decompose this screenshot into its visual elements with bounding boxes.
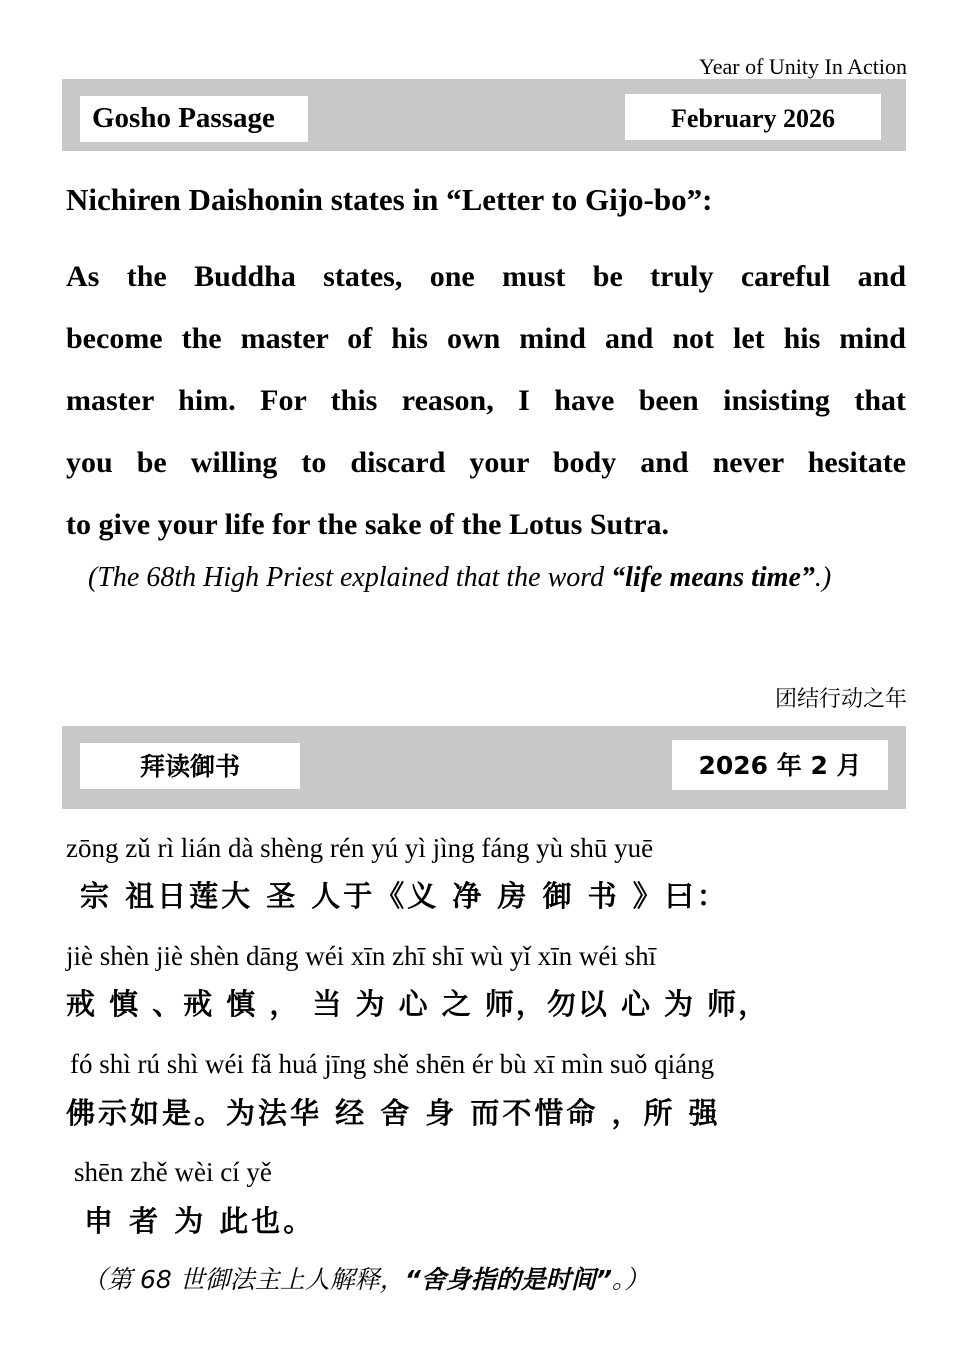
hanzi-line: 戒 慎 、戒 慎 ， 当 为 心 之 师，勿以 心 为 师， — [66, 987, 770, 1021]
gosho-passage-title-chinese: 拜读御书 — [80, 743, 300, 789]
header-band-english — [62, 79, 906, 151]
note-suffix: .) — [814, 562, 832, 593]
year-tagline-chinese: 团结行动之年 — [774, 687, 907, 712]
year-tagline-english: Year of Unity In Action — [699, 54, 907, 79]
note-emphasis-chinese: “舍身指的是时间” — [404, 1265, 612, 1294]
pinyin-line: zōng zǔ rì lián dà shèng rén yú yì jìng fáng yù shū yuē — [66, 833, 654, 863]
hanzi-line: 申 者 为 此也。 — [84, 1204, 316, 1238]
gosho-passage-title: Gosho Passage — [80, 96, 308, 142]
date-label-english: February 2026 — [625, 94, 881, 140]
note-suffix-chinese: 。） — [611, 1265, 650, 1294]
header-band-chinese — [62, 726, 906, 809]
quote-line: master him. For this reason, I have been insisting that — [66, 384, 906, 417]
quote-line: become the master of his own mind and not let his mind — [66, 322, 906, 355]
date-label-chinese: 2026 年 2 月 — [672, 740, 888, 790]
intro-line-english: Nichiren Daishonin states in “Letter to Gijo-bo”: — [66, 182, 713, 217]
pinyin-line: fó shì rú shì wéi fǎ huá jīng shě shēn ér bù xī mìn suǒ qiáng — [70, 1049, 715, 1079]
hanzi-line: 宗 祖日莲大 圣 人于《义 净 房 御 书 》曰： — [80, 879, 729, 913]
explanation-note-chinese — [82, 1260, 649, 1296]
note-prefix: (The 68th High Priest explained that the word — [88, 562, 612, 593]
pinyin-line: shēn zhě wèi cí yě — [74, 1157, 272, 1187]
quote-line: you be willing to discard your body and never hesitate — [66, 446, 906, 479]
note-emphasis: “life means time” — [611, 562, 815, 593]
explanation-note-english — [88, 562, 831, 594]
quote-line: As the Buddha states, one must be truly careful and — [66, 260, 906, 293]
hanzi-line: 佛示如是。为法华 经 舍 身 而不惜命 ，所 强 — [66, 1096, 721, 1130]
pinyin-line: jiè shèn jiè shèn dāng wéi xīn zhī shī wù yǐ xīn wéi shī — [66, 941, 657, 971]
note-prefix-chinese: （第 68 世御法主上人解释， — [82, 1265, 405, 1294]
gosho-quote-english — [66, 246, 906, 556]
quote-line: to give your life for the sake of the Lotus Sutra. — [66, 508, 670, 541]
